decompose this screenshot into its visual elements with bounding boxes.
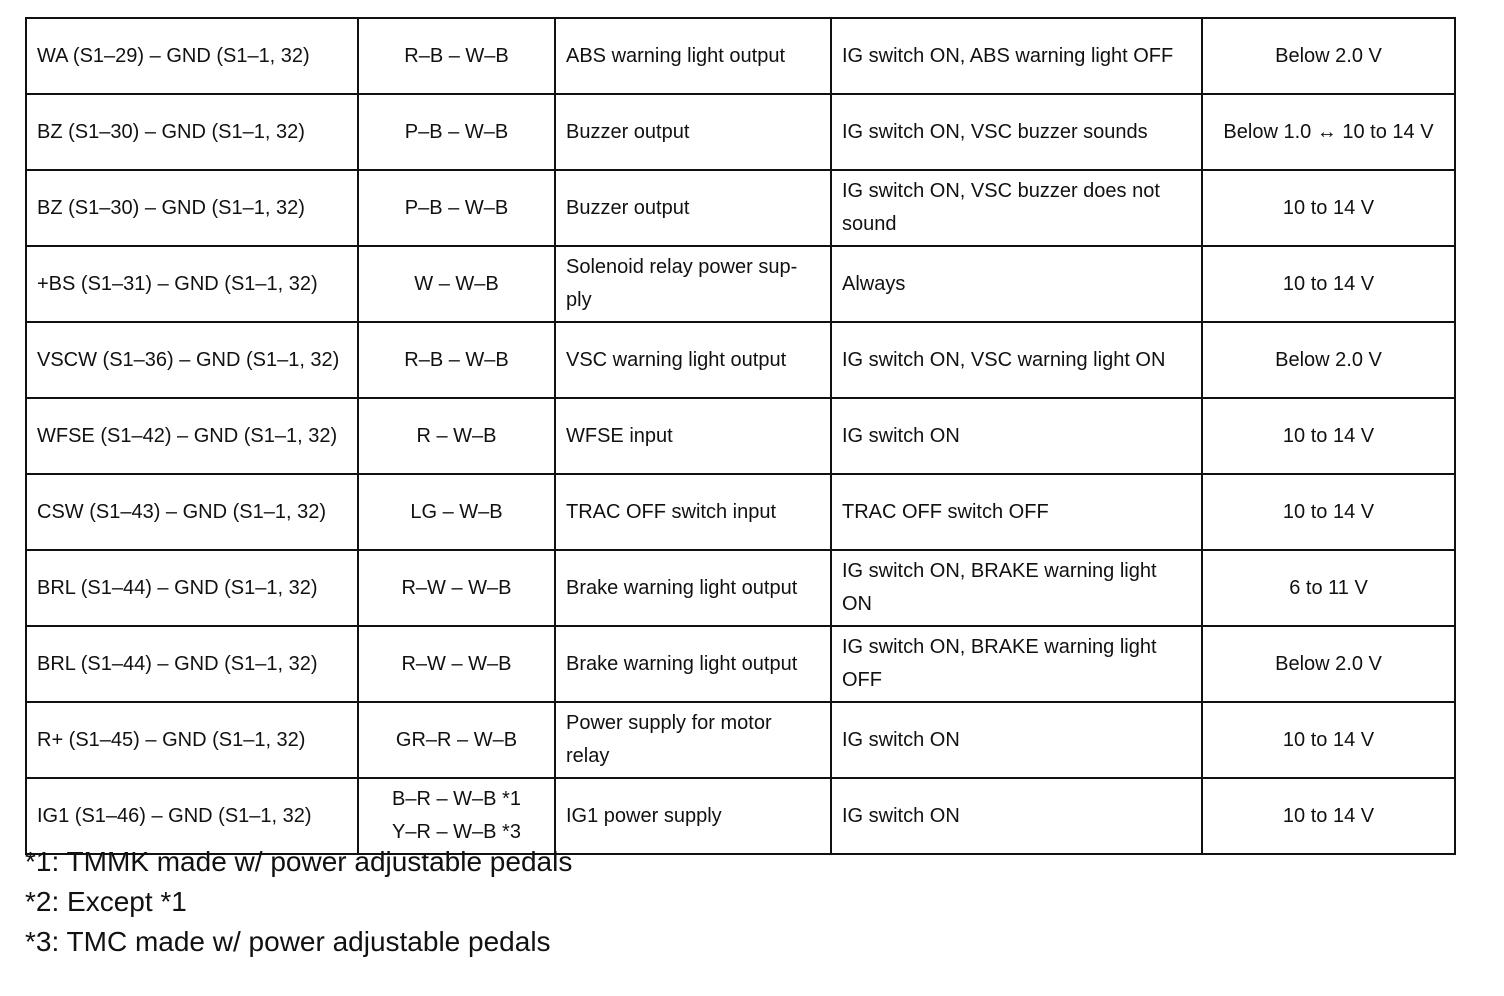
wiring-color-cell xyxy=(358,170,555,246)
wiring-color-cell xyxy=(358,702,555,778)
specified-condition-cell: 10 to 14 V xyxy=(1202,474,1455,550)
condition-cell: IG switch ON xyxy=(831,778,1202,854)
wiring-color-cell xyxy=(358,18,555,94)
wiring-color-text: R–W – W–B xyxy=(401,576,512,599)
wiring-color-cell xyxy=(358,474,555,550)
terminal-cell: R+ (S1–45) – GND (S1–1, 32) xyxy=(26,702,358,778)
terminal-cell: IG1 (S1–46) – GND (S1–1, 32) xyxy=(26,778,358,854)
terminal-description-cell: Brake warning light output xyxy=(555,626,831,702)
terminal-description-cell: Brake warning light output xyxy=(555,550,831,626)
condition-cell: IG switch ON, BRAKE warning light OFF xyxy=(831,626,1202,702)
specified-condition-cell: 10 to 14 V xyxy=(1202,778,1455,854)
wiring-color-cell xyxy=(358,94,555,170)
terminal-cell: +BS (S1–31) – GND (S1–1, 32) xyxy=(26,246,358,322)
condition-cell: IG switch ON, VSC buzzer does not sound xyxy=(831,170,1202,246)
terminal-cell: WA (S1–29) – GND (S1–1, 32) xyxy=(26,18,358,94)
wiring-color-text: R–B – W–B xyxy=(404,348,509,371)
table-row xyxy=(26,626,1455,702)
specified-condition-cell: 10 to 14 V xyxy=(1202,246,1455,322)
wiring-color-cell xyxy=(358,626,555,702)
specified-condition-cell: 10 to 14 V xyxy=(1202,398,1455,474)
table-row xyxy=(26,474,1455,550)
terminal-description-cell: Buzzer output xyxy=(555,170,831,246)
table-row xyxy=(26,170,1455,246)
wiring-color-cell xyxy=(358,550,555,626)
wiring-color-cell xyxy=(358,398,555,474)
specified-condition-cell: Below 1.0 ↔ 10 to 14 V xyxy=(1202,94,1455,170)
terminal-cell: VSCW (S1–36) – GND (S1–1, 32) xyxy=(26,322,358,398)
terminal-description-cell: TRAC OFF switch input xyxy=(555,474,831,550)
footnote: *3: TMC made w/ power adjustable pedals xyxy=(25,926,551,957)
wiring-color-cell xyxy=(358,246,555,322)
wiring-color-text: R–W – W–B xyxy=(401,652,512,675)
wiring-color-text: Y–R – W–B *3 xyxy=(392,821,521,843)
wiring-color-text: R–B – W–B xyxy=(404,44,509,67)
condition-cell: IG switch ON, BRAKE warning light ON xyxy=(831,550,1202,626)
wiring-color-text: R – W–B xyxy=(416,424,497,447)
footnote: *2: Except *1 xyxy=(25,886,187,917)
terminal-description-cell: Power supply for motor relay xyxy=(555,702,831,778)
wiring-color-text: W – W–B xyxy=(414,272,499,295)
condition-cell: IG switch ON xyxy=(831,398,1202,474)
condition-cell: Always xyxy=(831,246,1202,322)
terminal-spec-table xyxy=(25,17,1456,855)
table-row xyxy=(26,702,1455,778)
terminal-cell: BZ (S1–30) – GND (S1–1, 32) xyxy=(26,170,358,246)
wiring-color-text: P–B – W–B xyxy=(404,120,509,143)
specified-condition-cell: Below 2.0 V xyxy=(1202,626,1455,702)
terminal-description-cell: IG1 power supply xyxy=(555,778,831,854)
terminal-cell: WFSE (S1–42) – GND (S1–1, 32) xyxy=(26,398,358,474)
wiring-color-text: B–R – W–B *1 xyxy=(392,788,521,810)
condition-cell: IG switch ON xyxy=(831,702,1202,778)
table-body xyxy=(26,18,1455,854)
table-row xyxy=(26,550,1455,626)
wiring-color-text: LG – W–B xyxy=(410,500,503,523)
condition-cell: IG switch ON, ABS warning light OFF xyxy=(831,18,1202,94)
footnotes xyxy=(25,842,1325,962)
specified-condition-cell: 10 to 14 V xyxy=(1202,170,1455,246)
condition-cell: IG switch ON, VSC warning light ON xyxy=(831,322,1202,398)
terminal-cell: BRL (S1–44) – GND (S1–1, 32) xyxy=(26,550,358,626)
terminal-description-cell: VSC warning light output xyxy=(555,322,831,398)
specified-condition-cell: Below 2.0 V xyxy=(1202,18,1455,94)
wiring-color-text: GR–R – W–B xyxy=(395,728,518,751)
terminal-description-cell: ABS warning light output xyxy=(555,18,831,94)
footnote: *1: TMMK made w/ power adjustable pedals xyxy=(25,846,573,877)
specified-condition-cell: Below 2.0 V xyxy=(1202,322,1455,398)
table-row xyxy=(26,398,1455,474)
table-row xyxy=(26,18,1455,94)
wiring-color-cell xyxy=(358,322,555,398)
table-row xyxy=(26,246,1455,322)
terminal-cell: CSW (S1–43) – GND (S1–1, 32) xyxy=(26,474,358,550)
table-row xyxy=(26,94,1455,170)
terminal-description-cell: WFSE input xyxy=(555,398,831,474)
terminal-cell: BRL (S1–44) – GND (S1–1, 32) xyxy=(26,626,358,702)
specified-condition-cell: 6 to 11 V xyxy=(1202,550,1455,626)
condition-cell: TRAC OFF switch OFF xyxy=(831,474,1202,550)
condition-cell: IG switch ON, VSC buzzer sounds xyxy=(831,94,1202,170)
specified-condition-cell: 10 to 14 V xyxy=(1202,702,1455,778)
table-row xyxy=(26,322,1455,398)
terminal-description-cell: Buzzer output xyxy=(555,94,831,170)
terminal-description-cell: Solenoid relay power sup-ply xyxy=(555,246,831,322)
terminal-cell: BZ (S1–30) – GND (S1–1, 32) xyxy=(26,94,358,170)
wiring-color-text: P–B – W–B xyxy=(404,196,509,219)
